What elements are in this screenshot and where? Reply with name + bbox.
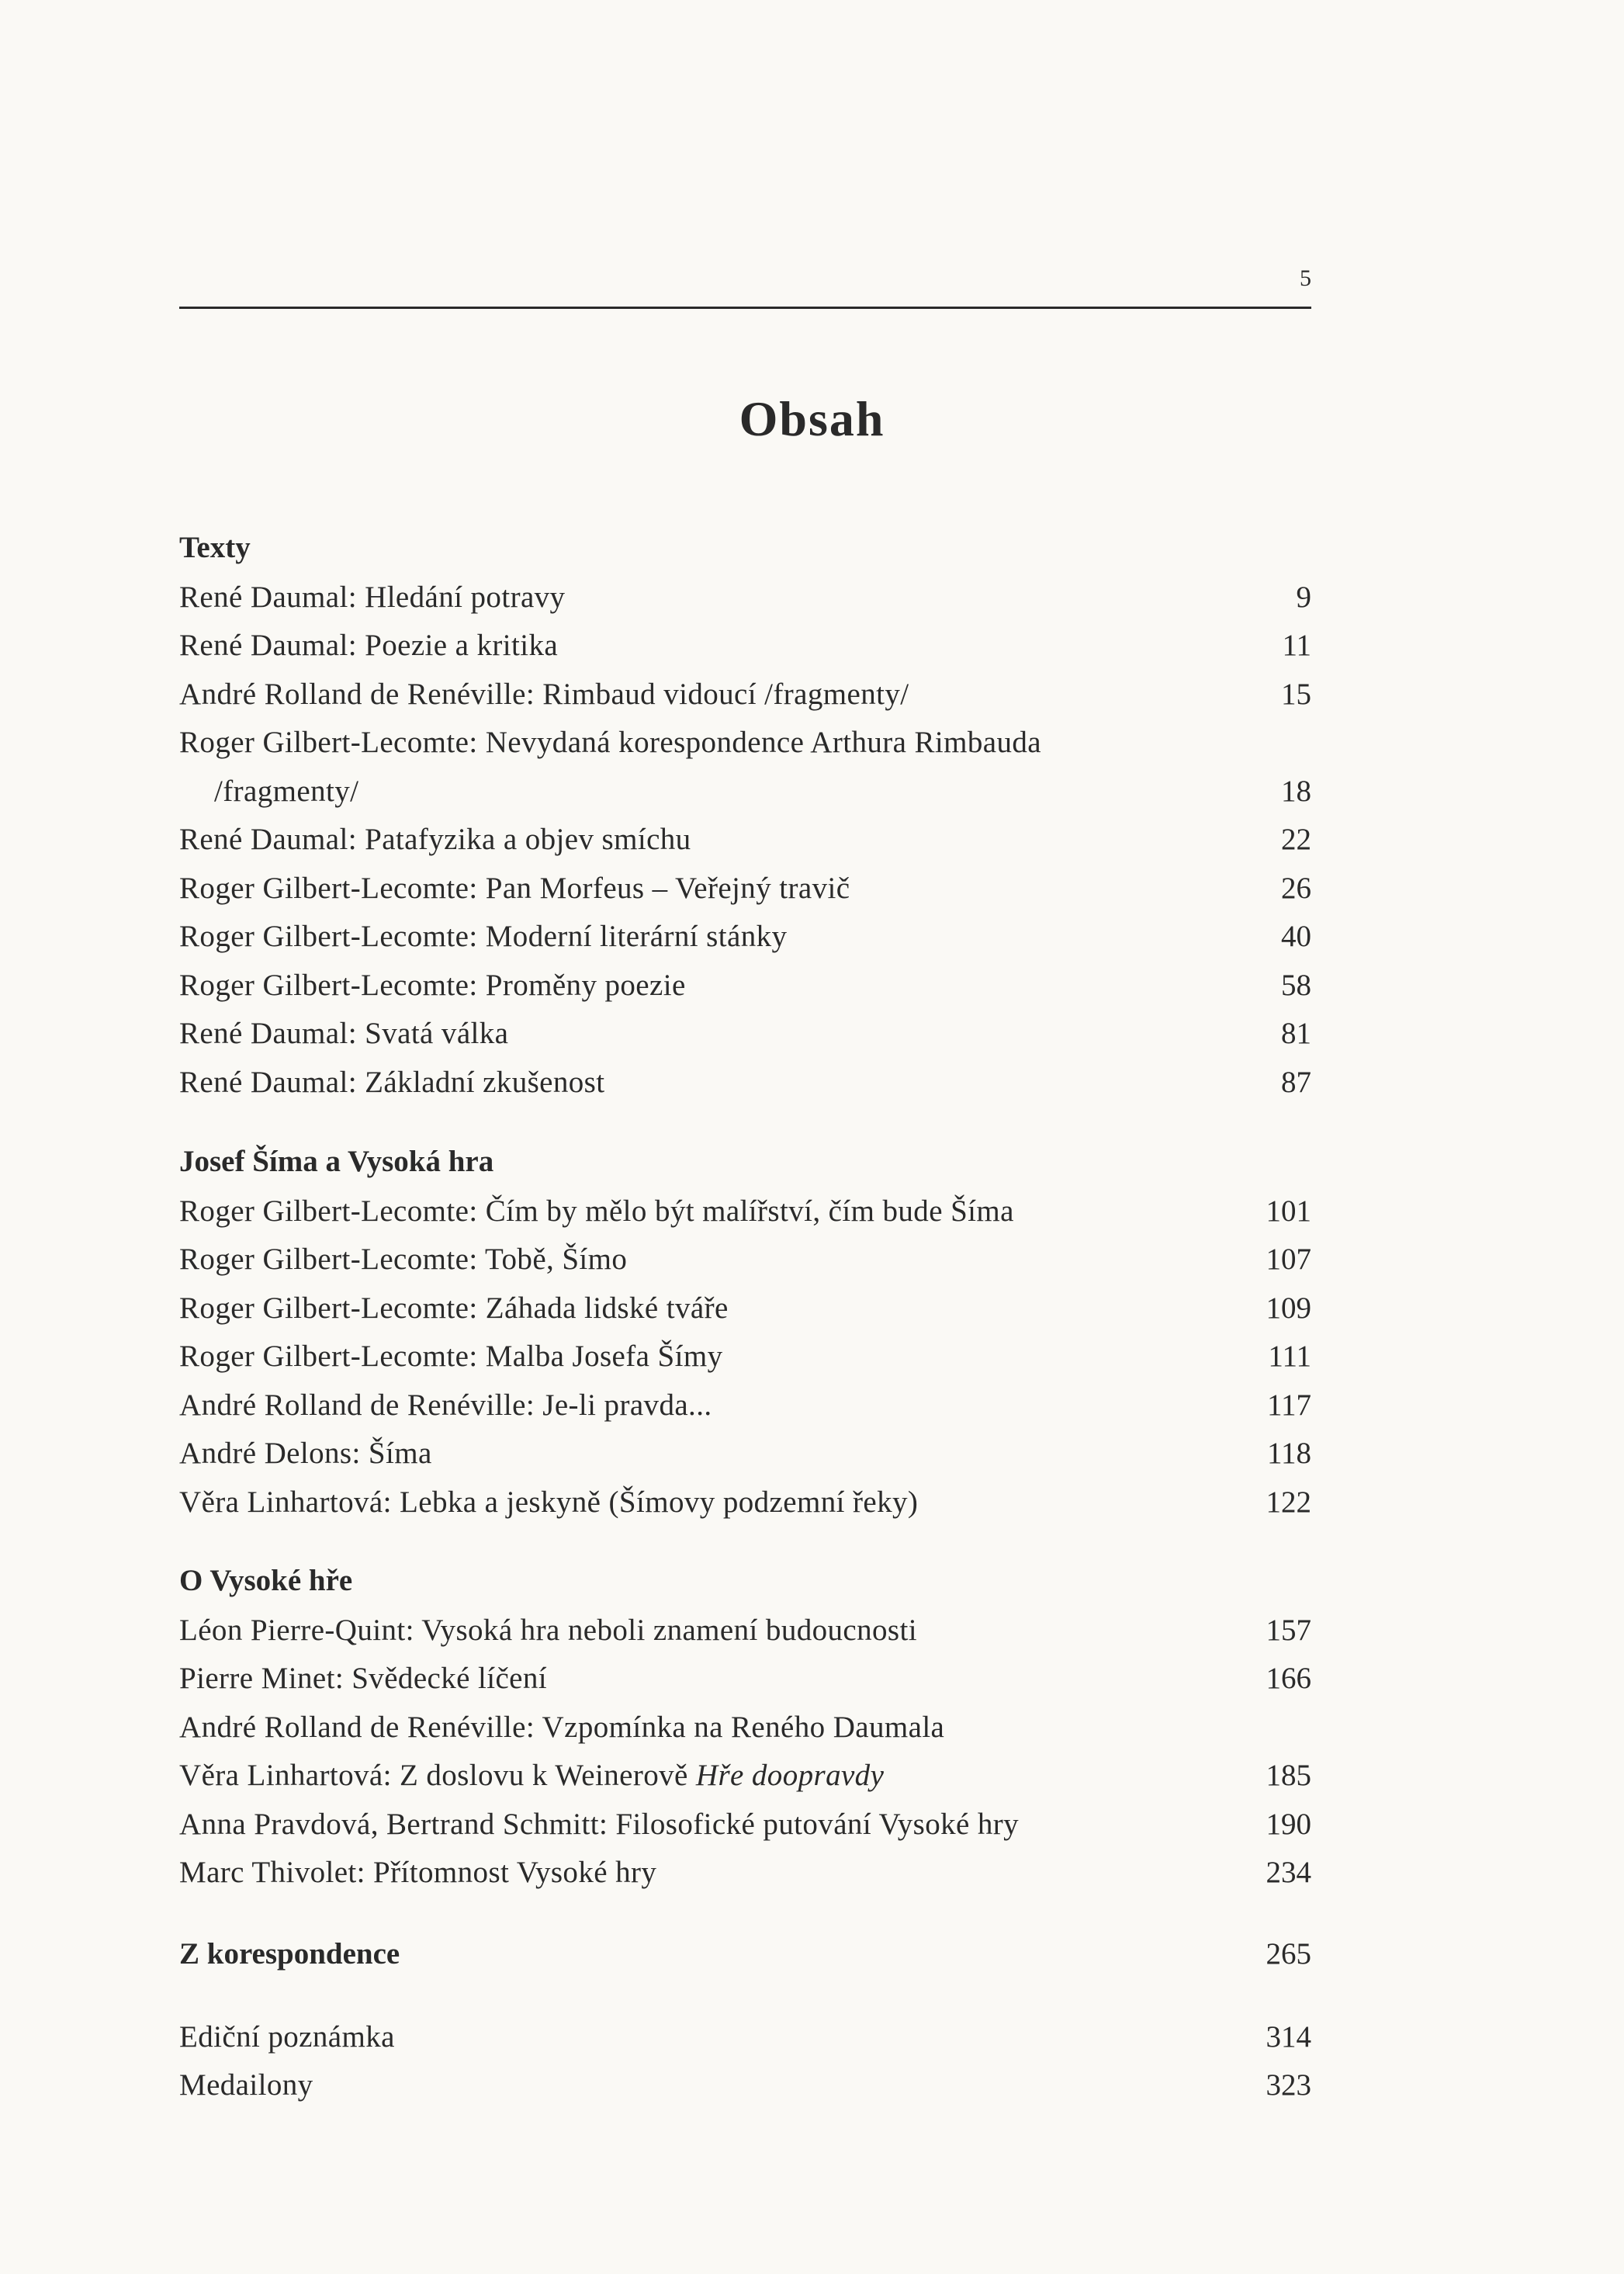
toc-entry	[179, 1611, 1311, 1650]
toc-entry	[179, 1386, 1311, 1425]
entry-page: 87	[1281, 1066, 1311, 1099]
entry-title-prefix: Věra Linhartová: Z doslovu k Weinerově	[179, 1759, 696, 1792]
toc-entry	[179, 2018, 1311, 2057]
entry-title: René Daumal: Základní zkušenost	[179, 1066, 605, 1099]
entry-title: Anna Pravdová, Bertrand Schmitt: Filosofické putování Vysoké hry	[179, 1808, 1020, 1841]
entry-title: André Rolland de Renéville: Vzpomínka na Reného Daumala	[179, 1711, 945, 1744]
entry-page: 22	[1281, 823, 1311, 856]
toc-entry	[179, 917, 1311, 956]
entry-page: 157	[1266, 1614, 1311, 1647]
toc-entry	[179, 966, 1311, 1005]
entry-title: René Daumal: Poezie a kritika	[179, 629, 559, 662]
toc-entry	[179, 1434, 1311, 1473]
toc-entry	[179, 1192, 1311, 1231]
toc-entry	[179, 675, 1311, 714]
toc-entry	[179, 1756, 1311, 1795]
toc-entry	[179, 1063, 1311, 1102]
entry-page: 190	[1266, 1808, 1311, 1841]
entry-title: Roger Gilbert-Lecomte: Záhada lidské tváře	[179, 1291, 729, 1325]
entry-title: Léon Pierre-Quint: Vysoká hra neboli znamení budoucnosti	[179, 1614, 917, 1647]
toc-entry	[179, 820, 1311, 859]
toc-entry	[179, 1853, 1311, 1892]
toc-entry	[179, 626, 1311, 665]
entry-page: 166	[1266, 1662, 1311, 1695]
entry-page: 122	[1266, 1485, 1311, 1519]
toc-entry	[179, 869, 1311, 908]
entry-page: 40	[1281, 920, 1311, 953]
entry-title: René Daumal: Hledání potravy	[179, 581, 566, 614]
entry-title: André Delons: Šíma	[179, 1437, 432, 1470]
entry-title: Pierre Minet: Svědecké líčení	[179, 1662, 548, 1695]
entry-page: 81	[1281, 1017, 1311, 1050]
entry-title: Medailony	[179, 2068, 313, 2102]
entry-page: 15	[1281, 678, 1311, 711]
entry-page: 26	[1281, 872, 1311, 905]
entry-title: Roger Gilbert-Lecomte: Proměny poezie	[179, 969, 686, 1002]
entry-title: /fragmenty/	[214, 775, 359, 808]
entry-page: 107	[1266, 1243, 1311, 1276]
entry-page: 101	[1266, 1194, 1311, 1228]
entry-title: Marc Thivolet: Přítomnost Vysoké hry	[179, 1856, 657, 1889]
toc-entry	[179, 2066, 1311, 2105]
toc-entry-continuation	[179, 772, 1311, 811]
entry-page: 323	[1266, 2068, 1311, 2102]
entry-title: Roger Gilbert-Lecomte: Nevydaná korespondence Arthura Rimbauda	[179, 726, 1042, 759]
entry-title: Roger Gilbert-Lecomte: Tobě, Šímo	[179, 1243, 628, 1276]
section-heading-texty: Texty	[179, 531, 251, 564]
entry-page: 109	[1266, 1291, 1311, 1325]
entry-title: Roger Gilbert-Lecomte: Pan Morfeus – Veřejný travič	[179, 872, 850, 905]
entry-title: Ediční poznámka	[179, 2020, 395, 2054]
entry-title: André Rolland de Renéville: Rimbaud vidoucí /fragmenty/	[179, 678, 909, 711]
entry-title-italic: Hře doopravdy	[695, 1759, 885, 1792]
header-rule	[179, 307, 1311, 309]
entry-title: Roger Gilbert-Lecomte: Moderní literární stánky	[179, 920, 788, 953]
entry-title: Roger Gilbert-Lecomte: Čím by mělo být malířství, čím bude Šíma	[179, 1194, 1014, 1228]
entry-page: 234	[1266, 1856, 1311, 1889]
entry-page: 314	[1266, 2020, 1311, 2054]
section-heading-korespondence: Z korespondence	[179, 1937, 400, 1971]
entry-page: 9	[1296, 581, 1311, 614]
toc-entry	[179, 1014, 1311, 1053]
entry-title: André Rolland de Renéville: Je-li pravda...	[179, 1388, 712, 1422]
toc-entry	[179, 1289, 1311, 1328]
toc-entry	[179, 1337, 1311, 1376]
entry-title	[179, 1756, 884, 1795]
toc-entry	[179, 1805, 1311, 1844]
entry-title: Roger Gilbert-Lecomte: Malba Josefa Šímy	[179, 1340, 723, 1373]
section-heading-sima: Josef Šíma a Vysoká hra	[179, 1145, 494, 1178]
section-heading-vysoka-hra: O Vysoké hře	[179, 1564, 353, 1597]
entry-page: 111	[1268, 1340, 1311, 1373]
toc-entry	[179, 1240, 1311, 1279]
entry-page: 58	[1281, 969, 1311, 1002]
toc-entry	[179, 1483, 1311, 1522]
entry-title: Věra Linhartová: Lebka a jeskyně (Šímovy podzemní řeky)	[179, 1485, 919, 1519]
section-page-korespondence: 265	[1266, 1937, 1311, 1971]
entry-page: 118	[1266, 1437, 1311, 1470]
entry-page: 117	[1266, 1388, 1311, 1422]
entry-page: 11	[1282, 629, 1311, 662]
entry-title: René Daumal: Svatá válka	[179, 1017, 509, 1050]
entry-page: 18	[1281, 775, 1311, 808]
toc-entry	[179, 1708, 1311, 1747]
entry-page: 185	[1266, 1759, 1311, 1792]
page-title: Obsah	[739, 391, 885, 446]
entry-title: René Daumal: Patafyzika a objev smíchu	[179, 823, 691, 856]
toc-entry	[179, 578, 1311, 617]
toc-entry	[179, 723, 1311, 762]
toc-entry	[179, 1659, 1311, 1698]
page-number: 5	[1300, 265, 1311, 291]
